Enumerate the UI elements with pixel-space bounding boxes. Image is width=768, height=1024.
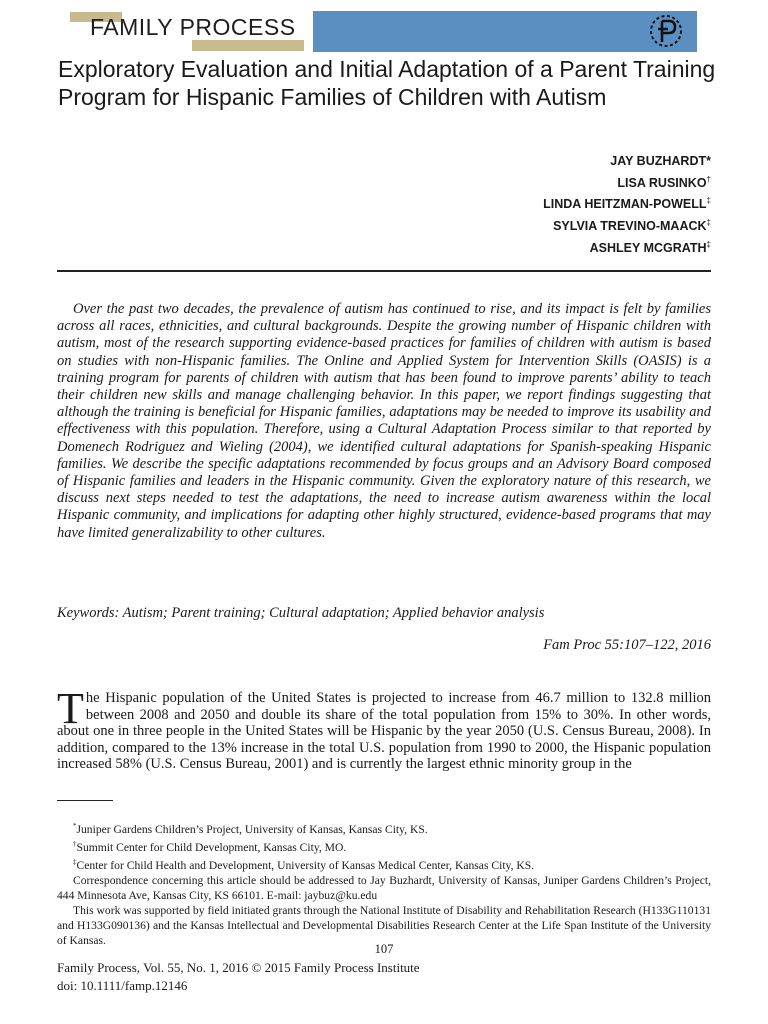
author-name: ASHLEY MCGRATH‡ <box>589 239 711 255</box>
body-paragraph: The Hispanic population of the United States is projected to increase from 46.7 million to 132.8 million between 2008 and 2050 and double its share of the total population from 15% to 30%. In other words, about one in three people in the United States will be Hispanic by the year 2050 (U.S. Census Bureau, 2008). In addition, compared to the 13% increase in the total U.S. population from 1990 to 2000, the Hispanic population increased 58% (U.S. Census Bureau, 2001) and is currently the largest ethnic minority group in the <box>57 684 711 773</box>
abstract: Over the past two decades, the prevalence of autism has continued to rise, and its impact is felt by families across all races, ethnicities, and cultural backgrounds. Despite the growing number of Hispanic children with autism, most of the research supporting evidence-based practices for families of children with autism is based on studies with non-Hispanic families. The Online and Applied System for Intervention Skills (OASIS) is a training program for parents of children with autism that has been found to improve parents’ ability to teach their children new skills and manage challenging behavior. In this paper, we report findings suggesting that although the training is beneficial for Hispanic families, adaptations may be needed to improve its usability and effectiveness with this population. Therefore, using a Cultural Adaptation Process similar to that reported by Domenech Rodriguez and Wieling (2004), we identified cultural adaptations for Spanish-speaking Hispanic families. We describe the specific adaptations recommended by focus groups and an Advisory Board composed of Hispanic families and leaders in the Hispanic community. Given the exploratory nature of this research, we discuss next steps needed to test the adaptations, the need to increase autism awareness within the local Hispanic community, and implications for adapting other highly structured, evidence-based programs that may have limited generalizability to other cultures. <box>57 301 711 541</box>
footnote-affiliation-2: †Summit Center for Child Development, Kansas City, MO. <box>73 839 347 854</box>
author-name: LISA RUSINKO† <box>617 174 711 190</box>
doi-link[interactable]: doi: 10.1111/famp.12146 <box>57 978 188 993</box>
footnote-affiliation-3: ‡Center for Child Health and Development, University of Kansas Medical Center, Kansas City, KS. <box>73 857 535 872</box>
drop-cap: T <box>57 684 84 733</box>
footnote-correspondence: Correspondence concerning this article should be addressed to Jay Buzhardt, University of Kansas, Juniper Gardens Children’s Project, 444 Minnesota Ave, Kansas City, KS 66101. E-mail: jaybuz@ku.edu <box>57 873 711 902</box>
header-blue-band <box>313 11 697 52</box>
journal-name: FAMILY PROCESS <box>90 14 296 40</box>
footnote-divider <box>57 800 113 801</box>
family-process-logo-icon <box>648 13 684 49</box>
keywords: Keywords: Autism; Parent training; Cultural adaptation; Applied behavior analysis <box>57 605 545 621</box>
author-name: SYLVIA TREVINO-MAACK‡ <box>553 218 711 234</box>
footnote-funding: This work was supported by field initiated grants through the National Institute of Disability and Rehabilitation Research (H133G110131 and H133G090136) and the Kansas Intellectual and Developmental Disabilities Research Center at the Life Span Institute of the University of Kansas. <box>57 903 711 947</box>
citation: Fam Proc 55:107–122, 2016 <box>543 637 711 653</box>
footnotes <box>57 819 711 948</box>
header-accent-bar-bottom <box>192 40 304 51</box>
page-number: 107 <box>374 942 394 956</box>
author-name: JAY BUZHARDT* <box>610 154 711 168</box>
author-list <box>543 152 711 258</box>
title-divider <box>57 270 711 272</box>
footnote-affiliation-1: *Juniper Gardens Children’s Project, University of Kansas, Kansas City, KS. <box>73 822 428 836</box>
article-title: Exploratory Evaluation and Initial Adaptation of a Parent Training Program for Hispanic Families of Children with Autism <box>58 56 716 110</box>
author-name: LINDA HEITZMAN-POWELL‡ <box>543 196 711 212</box>
journal-issue-line: Family Process, Vol. 55, No. 1, 2016 © 2015 Family Process Institute <box>57 960 420 975</box>
